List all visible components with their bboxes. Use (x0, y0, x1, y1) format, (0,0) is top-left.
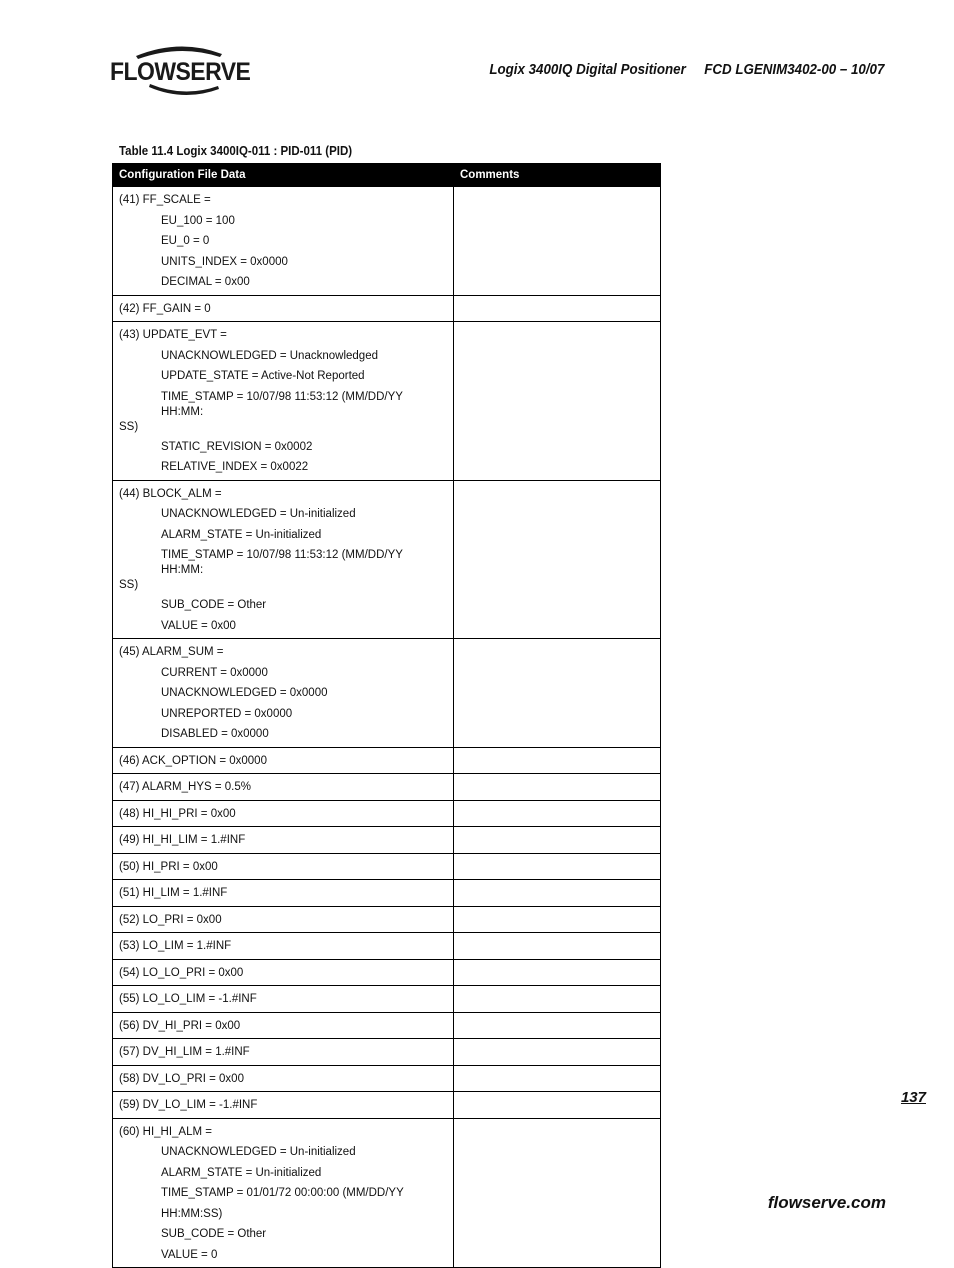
table-row (113, 959, 661, 986)
config-entry: (51) HI_LIM = 1.#INF (119, 887, 228, 899)
comments-cell (454, 295, 661, 322)
table-row (113, 853, 661, 880)
config-entry: (44) BLOCK_ALM = (119, 487, 222, 500)
config-cell (113, 774, 454, 801)
column-header-config: Configuration File Data (113, 164, 454, 187)
config-cell (113, 1118, 454, 1268)
comments-cell (454, 1092, 661, 1119)
config-entry: (49) HI_HI_LIM = 1.#INF (119, 834, 246, 846)
config-sub-entry: UPDATE_STATE = Active-Not Reported (161, 370, 365, 382)
table-row (113, 322, 661, 481)
config-cell (113, 747, 454, 774)
config-sub-entry: UNITS_INDEX = 0x0000 (161, 255, 288, 268)
config-cell (113, 986, 454, 1013)
config-sub-entry: SUB_CODE = Other (161, 599, 267, 611)
comments-cell (454, 880, 661, 907)
comments-cell (454, 322, 661, 481)
table-row (113, 1012, 661, 1039)
config-entry: (56) DV_HI_PRI = 0x00 (119, 1019, 241, 1032)
config-sub-entry: EU_100 = 100 (161, 214, 235, 227)
config-sub-entry: VALUE = 0 (161, 1248, 218, 1261)
config-sub-entry: UNACKNOWLEDGED = Un-initialized (161, 508, 356, 520)
config-cell (113, 906, 454, 933)
config-sub-entry: STATIC_REVISION = 0x0002 (161, 440, 313, 453)
flowserve-logo (110, 44, 250, 96)
comments-cell (454, 800, 661, 827)
table-header-row (113, 164, 661, 187)
comments-cell (454, 747, 661, 774)
config-entry: (59) DV_LO_LIM = -1.#INF (119, 1099, 258, 1111)
config-entry: (52) LO_PRI = 0x00 (119, 913, 222, 926)
table-row (113, 933, 661, 960)
config-cell (113, 880, 454, 907)
config-entry: (60) HI_HI_ALM = (119, 1125, 212, 1138)
config-sub-entry: VALUE = 0x00 (161, 619, 236, 632)
config-entry: (47) ALARM_HYS = 0.5% (119, 781, 251, 793)
product-title: Logix 3400IQ Digital Positioner (488, 62, 686, 78)
config-sub-entry: CURRENT = 0x0000 (161, 666, 268, 679)
config-cell (113, 1012, 454, 1039)
config-entry: (50) HI_PRI = 0x00 (119, 860, 218, 873)
table-row (113, 880, 661, 907)
comments-cell (454, 906, 661, 933)
config-sub-entry: UNACKNOWLEDGED = 0x0000 (161, 687, 328, 699)
config-entry: (46) ACK_OPTION = 0x0000 (119, 754, 267, 767)
comments-cell (454, 1118, 661, 1268)
logo-text: FLOWSERVE (110, 58, 251, 86)
config-sub-entry: DISABLED = 0x0000 (161, 728, 269, 740)
table-row (113, 639, 661, 748)
config-entry: (54) LO_LO_PRI = 0x00 (119, 966, 244, 979)
config-cell (113, 639, 454, 748)
comments-cell (454, 774, 661, 801)
table-row (113, 747, 661, 774)
comments-cell (454, 827, 661, 854)
configuration-table (112, 163, 661, 1268)
config-cell (113, 800, 454, 827)
config-sub-entry: ALARM_STATE = Un-initialized (161, 1166, 322, 1179)
document-header (489, 62, 884, 78)
config-cell (113, 1092, 454, 1119)
table-row (113, 774, 661, 801)
config-cell (113, 959, 454, 986)
config-sub-entry: TIME_STAMP = 01/01/72 00:00:00 (MM/DD/YY HH:MM:SS) (161, 1187, 404, 1220)
config-cell (113, 295, 454, 322)
config-cell (113, 187, 454, 296)
config-entry: (42) FF_GAIN = 0 (119, 302, 211, 315)
page-number: 137 (900, 1089, 926, 1106)
comments-cell (454, 1065, 661, 1092)
config-cell (113, 480, 454, 639)
comments-cell (454, 480, 661, 639)
config-entry: (43) UPDATE_EVT = (119, 329, 227, 341)
config-entry: (58) DV_LO_PRI = 0x00 (119, 1072, 244, 1085)
config-entry: (55) LO_LO_LIM = -1.#INF (119, 993, 257, 1005)
table-row (113, 480, 661, 639)
table-row (113, 800, 661, 827)
comments-cell (454, 933, 661, 960)
config-sub-entry: SUB_CODE = Other (161, 1228, 267, 1240)
comments-cell (454, 1039, 661, 1066)
comments-cell (454, 986, 661, 1013)
config-sub-entry: EU_0 = 0 (161, 235, 210, 247)
comments-cell (454, 853, 661, 880)
comments-cell (454, 639, 661, 748)
footer-url: flowserve.com (767, 1193, 886, 1212)
config-cell (113, 827, 454, 854)
config-cell (113, 322, 454, 481)
config-sub-entry: ALARM_STATE = Un-initialized (161, 528, 322, 541)
config-sub-entry: UNACKNOWLEDGED = Unacknowledged (161, 349, 378, 362)
config-cell (113, 1039, 454, 1066)
config-cell (113, 933, 454, 960)
config-entry: (57) DV_HI_LIM = 1.#INF (119, 1046, 250, 1058)
table-row (113, 827, 661, 854)
table-row (113, 986, 661, 1013)
config-entry: (41) FF_SCALE = (119, 194, 211, 206)
config-entry: (53) LO_LIM = 1.#INF (119, 940, 232, 952)
document-code: FCD LGENIM3402-00 – 10/07 (703, 62, 884, 78)
table-row (113, 295, 661, 322)
config-sub-entry: UNREPORTED = 0x0000 (161, 707, 293, 720)
table-row (113, 1065, 661, 1092)
table-row (113, 1039, 661, 1066)
table-row (113, 1092, 661, 1119)
table-caption: Table 11.4 Logix 3400IQ-011 : PID-011 (PID) (119, 144, 353, 158)
config-entry: (48) HI_HI_PRI = 0x00 (119, 807, 236, 820)
table-row (113, 906, 661, 933)
config-cell (113, 853, 454, 880)
config-sub-entry: RELATIVE_INDEX = 0x0022 (161, 461, 309, 473)
comments-cell (454, 959, 661, 986)
config-entry: (45) ALARM_SUM = (119, 646, 224, 658)
config-sub-entry: UNACKNOWLEDGED = Un-initialized (161, 1146, 356, 1158)
config-sub-entry: TIME_STAMP = 10/07/98 11:53:12 (MM/DD/YY HH:MM: SS) (119, 390, 403, 433)
config-sub-entry: DECIMAL = 0x00 (161, 276, 250, 288)
config-sub-entry: TIME_STAMP = 10/07/98 11:53:12 (MM/DD/YY HH:MM: SS) (119, 549, 403, 591)
comments-cell (454, 187, 661, 296)
comments-cell (454, 1012, 661, 1039)
table-row (113, 187, 661, 296)
table-row (113, 1118, 661, 1268)
column-header-comments: Comments (454, 164, 661, 187)
config-cell (113, 1065, 454, 1092)
